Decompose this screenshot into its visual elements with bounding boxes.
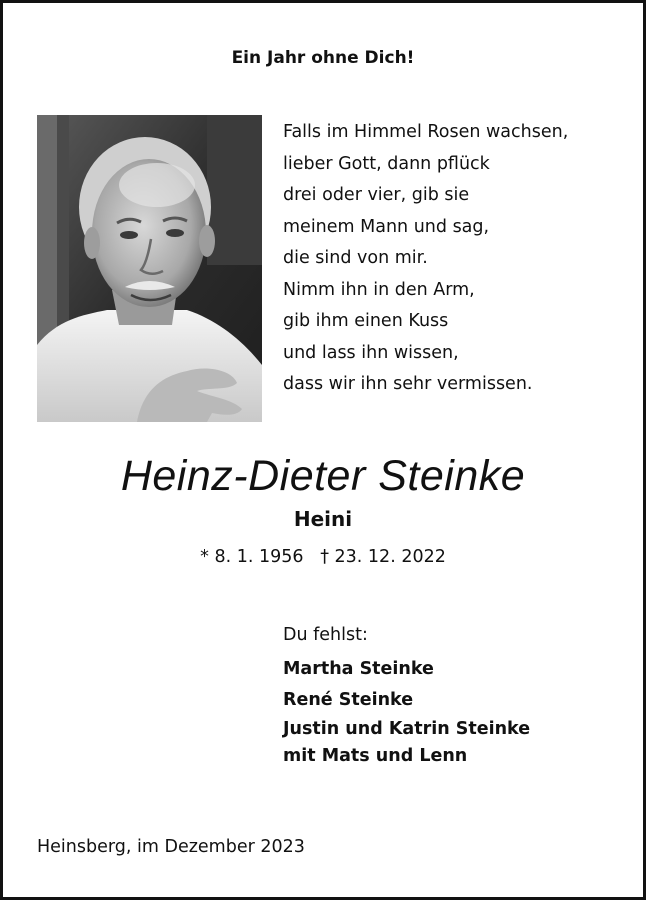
place-and-date: Heinsberg, im Dezember 2023 [37,837,305,857]
deceased-nickname: Heini [293,507,353,531]
poem-line: meinem Mann und sag, [283,216,490,237]
poem-line: Falls im Himmel Rosen wachsen, [283,122,569,142]
birth-date: * 8. 1. 1956 [200,547,304,567]
poem-line: dass wir ihn sehr vermissen. [283,374,533,394]
mourners-block [283,620,623,770]
portrait-photo [37,115,262,422]
memorial-poem [283,117,633,401]
mourner-name: mit Mats und Lenn [283,746,468,766]
deceased-name: Heinz-Dieter Steinke [120,452,526,500]
poem-line: die sind von mir. [283,248,428,268]
poem-line: lieber Gott, dann pflück [283,153,490,174]
mourner-name: René Steinke [283,690,414,710]
mourners-intro: Du fehlst: [283,625,368,645]
poem-line: Nimm ihn in den Arm, [283,279,475,300]
poem-line: gib ihm einen Kuss [283,311,449,331]
poem-line: und lass ihn wissen, [283,342,459,363]
mourner-name: Justin und Katrin Steinke [283,719,531,739]
obituary-heading: Ein Jahr ohne Dich! [231,48,415,68]
life-dates [0,547,646,567]
death-date: † 23. 12. 2022 [320,547,446,567]
mourner-name: Martha Steinke [283,659,434,679]
poem-line: drei oder vier, gib sie [283,185,470,205]
